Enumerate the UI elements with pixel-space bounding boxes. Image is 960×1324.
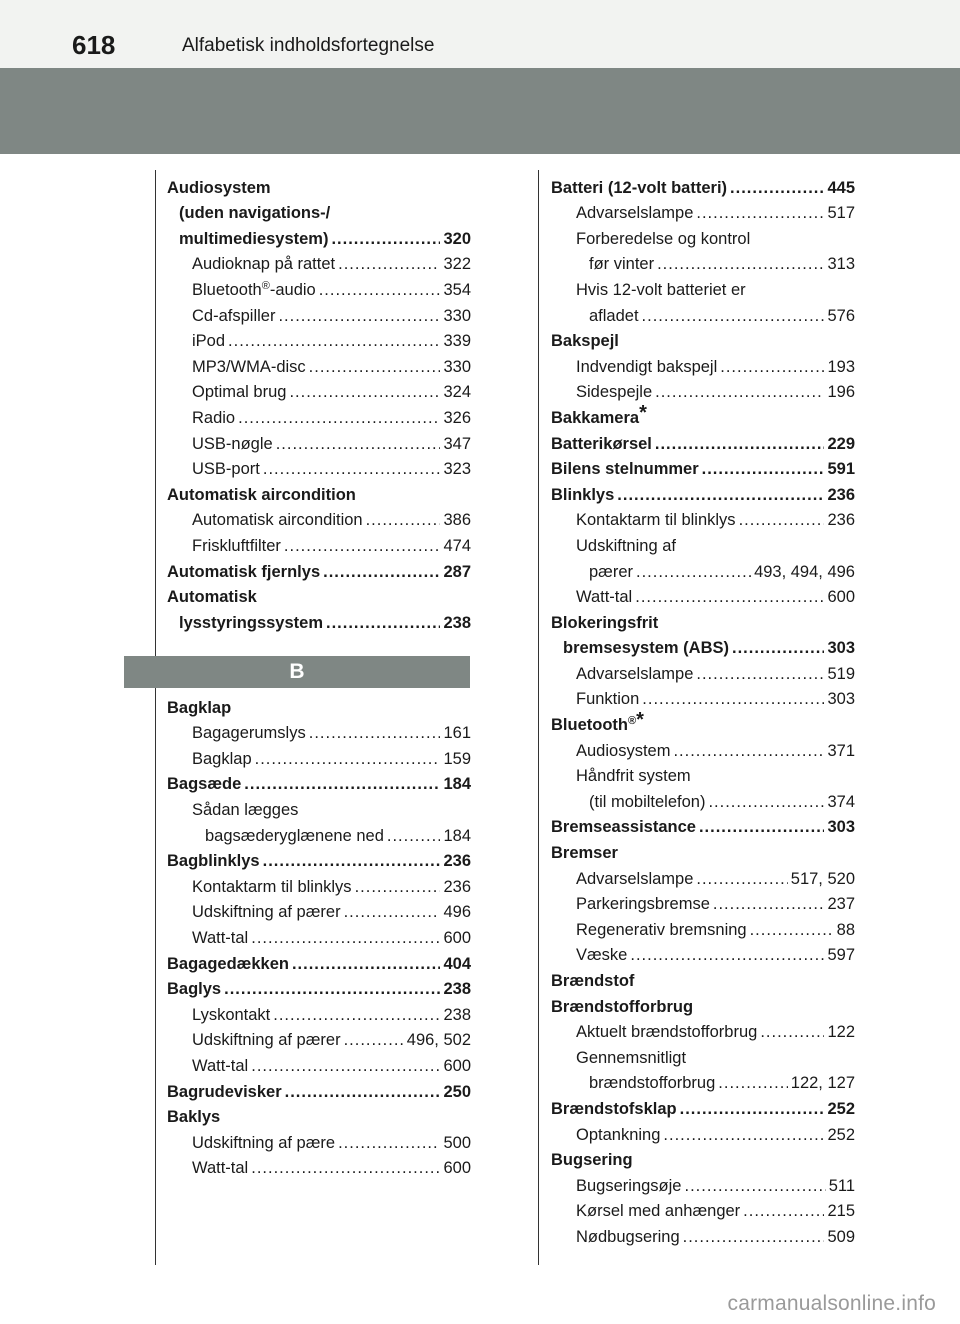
entry-label: Bilens stelnummer: [551, 460, 699, 479]
leader-dots: [244, 774, 440, 794]
leader-dots: [696, 664, 824, 684]
entry-label: Watt-tal: [192, 1056, 249, 1075]
index-entry: [551, 300, 855, 326]
index-entry: [551, 658, 855, 684]
index-entry: [167, 582, 471, 608]
page-ref: 229: [827, 434, 855, 453]
index-entry: [167, 274, 471, 300]
index-entry: [551, 530, 855, 556]
entry-label: (til mobiltelefon): [589, 792, 706, 811]
page-number: 618: [72, 30, 116, 60]
entry-label: Funktion: [576, 690, 640, 709]
entry-label: Forberedelse og kontrol: [576, 229, 751, 248]
watermark: carmanualsonline.info: [727, 1292, 936, 1315]
page-ref: 493, 494, 496: [754, 562, 855, 581]
entry-label: brændstofforbrug: [589, 1074, 716, 1093]
entry-label: Blokeringsfrit: [551, 613, 659, 632]
leader-dots: [309, 357, 441, 377]
page-ref: 236: [827, 485, 855, 504]
index-entry: [551, 582, 855, 608]
leader-dots: [251, 1056, 440, 1076]
leader-dots: [344, 1030, 404, 1050]
leader-dots: [263, 851, 441, 871]
entry-label: MP3/WMA-disc: [192, 357, 306, 376]
index-entry: [551, 812, 855, 838]
entry-label: Watt-tal: [192, 1159, 249, 1178]
entry-label: Bagklap: [192, 749, 252, 768]
index-entry: [551, 402, 855, 428]
index-entry: [167, 1050, 471, 1076]
entry-label: Kontaktarm til blinklys: [192, 877, 352, 896]
leader-dots: [228, 331, 440, 351]
leader-dots: [255, 749, 441, 769]
page-ref: 159: [443, 749, 471, 768]
leader-dots: [636, 562, 751, 582]
leader-dots: [739, 510, 825, 530]
index-entry: [551, 377, 855, 403]
leader-dots: [696, 203, 824, 223]
entry-label: pærer: [589, 562, 634, 581]
page-ref: 193: [827, 357, 855, 376]
entry-label: Væske: [576, 946, 628, 965]
index-entry: [167, 1153, 471, 1179]
page-ref: 184: [443, 826, 471, 845]
entry-label: Lyskontakt: [192, 1005, 271, 1024]
index-entry: [167, 974, 471, 1000]
index-entry: [167, 377, 471, 403]
leader-dots: [642, 306, 825, 326]
section-letter-b: B: [124, 656, 470, 688]
leader-dots: [278, 306, 440, 326]
leader-dots: [655, 434, 825, 454]
page-ref: 122: [827, 1023, 855, 1042]
entry-label: Bremser: [551, 844, 618, 863]
entry-label: Bugsering: [551, 1151, 633, 1170]
page-ref: 303: [827, 690, 855, 709]
leader-dots: [642, 689, 824, 709]
entry-label: Audioknap på rattet: [192, 255, 336, 274]
index-entry: [167, 300, 471, 326]
index-entry: [167, 692, 471, 718]
leader-dots: [696, 869, 787, 889]
index-column-a: [167, 172, 471, 633]
page-ref: 509: [827, 1227, 855, 1246]
index-entry: [167, 454, 471, 480]
index-entry: [551, 1093, 855, 1119]
entry-label: Bagagedækken: [167, 954, 289, 973]
page-ref: 287: [443, 562, 471, 581]
index-entry: [551, 479, 855, 505]
entry-label: Hvis 12-volt batteriet er: [576, 280, 746, 299]
entry-label: Baklys: [167, 1108, 221, 1127]
page-ref: 597: [827, 946, 855, 965]
leader-dots: [238, 408, 440, 428]
leader-dots: [285, 1082, 441, 1102]
entry-label: Audiosystem: [167, 178, 271, 197]
entry-label: iPod: [192, 332, 226, 351]
leader-dots: [331, 229, 440, 249]
entry-label: Bagrudevisker: [167, 1082, 282, 1101]
page-ref: 374: [827, 792, 855, 811]
page-ref: 330: [443, 306, 471, 325]
entry-label: Udskiftning af: [576, 536, 676, 555]
entry-label: Cd-afspiller: [192, 306, 276, 325]
page-ref: 600: [827, 588, 855, 607]
index-entry: [551, 991, 855, 1017]
page-ref: 511: [828, 1176, 855, 1195]
index-entry: [167, 1127, 471, 1153]
page-ref: 236: [443, 852, 471, 871]
leader-dots: [680, 1099, 825, 1119]
index-entry: [167, 871, 471, 897]
page-ref: 404: [443, 954, 471, 973]
leader-dots: [224, 979, 440, 999]
index-entry: [551, 1196, 855, 1222]
leader-dots: [702, 459, 825, 479]
leader-dots: [344, 902, 441, 922]
entry-label: Advarselslampe: [576, 869, 694, 888]
entry-label: Bagagerumslys: [192, 724, 306, 743]
leader-dots: [251, 1158, 440, 1178]
leader-dots: [713, 894, 825, 914]
entry-label: Baglys: [167, 980, 222, 999]
index-entry: [551, 709, 855, 735]
index-entry: [167, 922, 471, 948]
page-ref: 371: [827, 741, 855, 760]
index-entry: [167, 326, 471, 352]
leader-dots: [684, 1176, 825, 1196]
index-entry: [551, 326, 855, 352]
page-ref: 238: [443, 1005, 471, 1024]
page-ref: 600: [443, 928, 471, 947]
entry-label: Sidespejle: [576, 383, 653, 402]
leader-dots: [663, 1125, 824, 1145]
page-ref: 236: [443, 877, 471, 896]
header-band: [0, 68, 960, 154]
page-ref: 496, 502: [406, 1031, 471, 1050]
index-entry: [551, 863, 855, 889]
leader-dots: [635, 587, 824, 607]
entry-label: Automatisk fjernlys: [167, 562, 321, 581]
page-ref: 324: [443, 383, 471, 402]
entry-label: Brændstofforbrug: [551, 997, 694, 1016]
leader-dots: [319, 280, 441, 300]
index-entry: [551, 223, 855, 249]
page-ref: 313: [827, 255, 855, 274]
page-ref: 517, 520: [790, 869, 855, 888]
index-entry: [551, 761, 855, 787]
index-entry: [551, 505, 855, 531]
entry-label: Audiosystem: [576, 741, 671, 760]
leader-dots: [657, 254, 824, 274]
entry-label: USB-port: [192, 460, 260, 479]
entry-label: bremsesystem (ABS): [563, 639, 729, 658]
entry-label: bagsæderyglænene ned: [205, 826, 384, 845]
leader-dots: [289, 382, 440, 402]
leader-dots: [326, 613, 440, 633]
entry-label: Bagklap: [167, 698, 232, 717]
page-ref: 347: [443, 434, 471, 453]
entry-label: Bluetooth®*: [551, 709, 644, 735]
index-entry: [551, 198, 855, 224]
page-ref: 354: [443, 280, 471, 299]
index-entry: [551, 889, 855, 915]
page-ref: 323: [443, 460, 471, 479]
entry-label: afladet: [589, 306, 639, 325]
index-entry: [551, 454, 855, 480]
page-ref: 519: [827, 664, 855, 683]
entry-label: Blinklys: [551, 485, 615, 504]
entry-label: Regenerativ bremsning: [576, 920, 747, 939]
page-ref: 322: [443, 255, 471, 274]
entry-label: Bagblinklys: [167, 852, 260, 871]
leader-dots: [251, 928, 440, 948]
index-entry: [551, 1042, 855, 1068]
page-ref: 252: [827, 1099, 855, 1118]
entry-label: Batteri (12-volt batteri): [551, 178, 728, 197]
index-entry: [167, 556, 471, 582]
index-entry: [167, 607, 471, 633]
leader-dots: [750, 920, 834, 940]
leader-dots: [699, 817, 825, 837]
page-ref: 320: [443, 229, 471, 248]
index-entry: [167, 769, 471, 795]
index-entry: [551, 172, 855, 198]
page-ref: 252: [827, 1125, 855, 1144]
index-entry: [551, 1221, 855, 1247]
entry-label: Bremseassistance: [551, 818, 696, 837]
entry-label: Bakkamera*: [551, 401, 647, 427]
index-entry: [167, 846, 471, 872]
page-ref: 339: [443, 332, 471, 351]
index-entry: [551, 633, 855, 659]
entry-label: Automatisk aircondition: [192, 511, 363, 530]
index-entry: [167, 999, 471, 1025]
left-column-rule: [155, 170, 156, 1265]
entry-label: Bugseringsøje: [576, 1176, 682, 1195]
entry-label: Udskiftning af pærer: [192, 903, 341, 922]
entry-label: Advarselslampe: [576, 204, 694, 223]
leader-dots: [338, 1133, 440, 1153]
page-ref: 576: [827, 306, 855, 325]
page-ref: 500: [443, 1133, 471, 1152]
page-ref: 303: [827, 818, 855, 837]
index-entry: [551, 351, 855, 377]
leader-dots: [366, 510, 441, 530]
leader-dots: [309, 723, 441, 743]
leader-dots: [720, 357, 824, 377]
index-entry: [167, 794, 471, 820]
index-entry: [167, 820, 471, 846]
index-entry: [167, 505, 471, 531]
index-entry: [551, 556, 855, 582]
leader-dots: [708, 792, 824, 812]
leader-dots: [730, 178, 824, 198]
index-entry: [551, 1170, 855, 1196]
leader-dots: [630, 945, 824, 965]
page-ref: 184: [443, 775, 471, 794]
page-ref: 303: [827, 639, 855, 658]
index-entry: [167, 1102, 471, 1128]
entry-label: Watt-tal: [576, 588, 633, 607]
page-ref: 236: [827, 511, 855, 530]
index-entry: [551, 1068, 855, 1094]
leader-dots: [276, 434, 441, 454]
index-entry: [551, 735, 855, 761]
page-ref: 215: [827, 1202, 855, 1221]
leader-dots: [338, 254, 440, 274]
index-column-right: [551, 172, 855, 1247]
index-entry: [551, 684, 855, 710]
page-ref: 600: [443, 1159, 471, 1178]
index-column-b: [167, 692, 471, 1178]
index-entry: [551, 940, 855, 966]
leader-dots: [732, 638, 824, 658]
page-ref: 196: [827, 383, 855, 402]
entry-label: Optimal brug: [192, 383, 287, 402]
leader-dots: [743, 1201, 824, 1221]
header-bar: [0, 0, 960, 68]
entry-label: Automatisk aircondition: [167, 485, 356, 504]
leader-dots: [718, 1073, 787, 1093]
page-ref: 238: [443, 980, 471, 999]
index-entry: [167, 1025, 471, 1051]
index-entry: [551, 786, 855, 812]
index-entry: [167, 172, 471, 198]
entry-label: Udskiftning af pære: [192, 1133, 336, 1152]
page-ref: 238: [443, 613, 471, 632]
entry-label: multimediesystem): [179, 229, 329, 248]
entry-label: Friskluftfilter: [192, 536, 281, 555]
index-entry: [551, 607, 855, 633]
entry-label: Kontaktarm til blinklys: [576, 511, 736, 530]
entry-label: Automatisk: [167, 588, 257, 607]
index-entry: [167, 479, 471, 505]
leader-dots: [387, 826, 441, 846]
index-entry: [551, 1145, 855, 1171]
index-entry: [167, 1076, 471, 1102]
entry-label: (uden navigations-/: [179, 204, 331, 223]
entry-label: Advarselslampe: [576, 664, 694, 683]
index-entry: [167, 249, 471, 275]
entry-label: Indvendigt bakspejl: [576, 357, 718, 376]
index-entry: [551, 274, 855, 300]
index-entry: [551, 249, 855, 275]
index-entry: [167, 351, 471, 377]
index-entry: [167, 530, 471, 556]
chapter-title: Alfabetisk indholdsfortegnelse: [182, 35, 435, 56]
index-entry: [167, 223, 471, 249]
entry-label: Bakspejl: [551, 332, 619, 351]
entry-label: Parkeringsbremse: [576, 895, 710, 914]
index-entry: [551, 837, 855, 863]
entry-label: før vinter: [589, 255, 655, 274]
leader-dots: [673, 741, 824, 761]
entry-label: Håndfrit system: [576, 767, 691, 786]
page-ref: 330: [443, 357, 471, 376]
leader-dots: [284, 536, 441, 556]
entry-label: Nødbugsering: [576, 1227, 680, 1246]
page-ref: 88: [836, 920, 855, 939]
index-entry: [167, 948, 471, 974]
entry-label: Udskiftning af pærer: [192, 1031, 341, 1050]
index-entry: [551, 1017, 855, 1043]
entry-label: lysstyringssystem: [179, 613, 323, 632]
index-entry: [551, 914, 855, 940]
index-entry: [167, 743, 471, 769]
entry-label: Watt-tal: [192, 928, 249, 947]
leader-dots: [323, 562, 440, 582]
leader-dots: [760, 1022, 824, 1042]
page-ref: 600: [443, 1056, 471, 1075]
index-entry: [167, 402, 471, 428]
leader-dots: [617, 485, 824, 505]
page-ref: 250: [443, 1082, 471, 1101]
page-ref: 161: [443, 724, 471, 743]
page-ref: 326: [443, 408, 471, 427]
entry-label: Batterikørsel: [551, 434, 652, 453]
entry-label: USB-nøgle: [192, 434, 273, 453]
entry-label: Kørsel med anhænger: [576, 1202, 741, 1221]
index-entry: [167, 718, 471, 744]
index-entry: [167, 897, 471, 923]
entry-label: Gennemsnitligt: [576, 1048, 687, 1067]
page-ref: 237: [827, 895, 855, 914]
page-ref: 445: [827, 178, 855, 197]
right-column-rule: [538, 170, 539, 1265]
entry-label: Brændstofsklap: [551, 1099, 677, 1118]
index-entry: [167, 198, 471, 224]
entry-label: Brændstof: [551, 972, 635, 990]
page-ref: 122, 127: [790, 1074, 855, 1093]
page-ref: 591: [827, 460, 855, 479]
leader-dots: [655, 382, 824, 402]
page-ref: 386: [443, 511, 471, 530]
page-ref: 474: [443, 536, 471, 555]
entry-label: Sådan lægges: [192, 800, 299, 819]
entry-label: Aktuelt brændstofforbrug: [576, 1023, 758, 1042]
entry-label: Bluetooth®-audio: [192, 279, 316, 299]
index-entry: [551, 1119, 855, 1145]
page-ref: 496: [443, 903, 471, 922]
leader-dots: [355, 877, 441, 897]
entry-label: Bagsæde: [167, 775, 242, 794]
index-entry: [551, 965, 855, 991]
page-ref: 517: [827, 204, 855, 223]
leader-dots: [683, 1227, 825, 1247]
leader-dots: [263, 459, 441, 479]
index-entry: [167, 428, 471, 454]
entry-label: Radio: [192, 408, 236, 427]
leader-dots: [292, 954, 441, 974]
leader-dots: [273, 1005, 440, 1025]
entry-label: Optankning: [576, 1125, 661, 1144]
index-entry: [551, 428, 855, 454]
